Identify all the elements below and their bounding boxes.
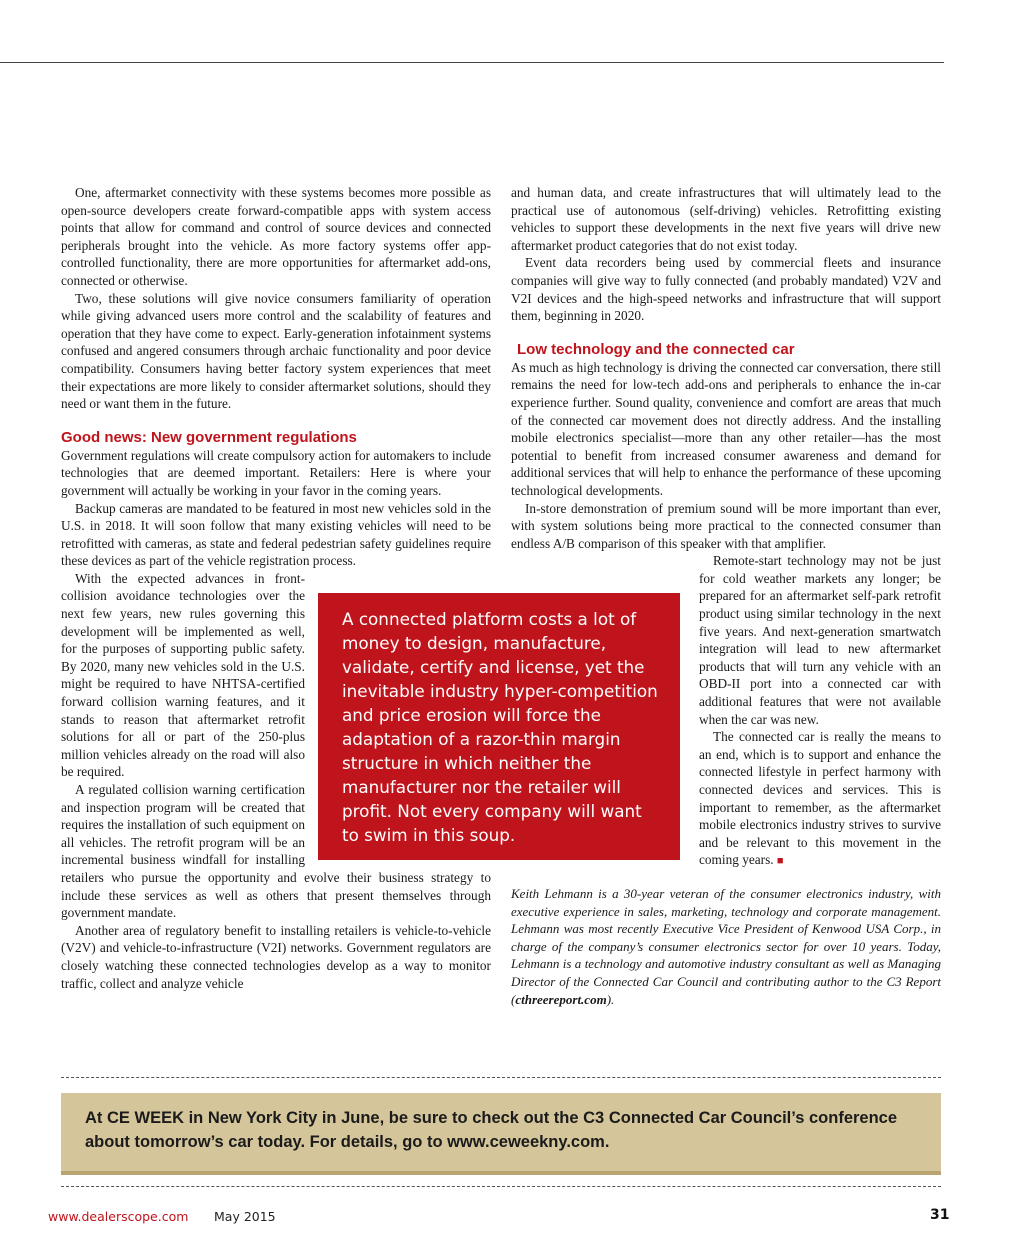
- author-bio: [511, 885, 941, 1008]
- bio-text: Keith Lehmann is a 30-year veteran of the consumer electronics industry, with executive experience in sales, marketing, technology and corporate management. Lehmann was most recently Executive Vice President of Kenwood USA Corp., in charge of the company’s consumer electronics sector for over 10 years. Today, Lehmann is a technology and automotive industry consultant as well as Managing Director of the Connected Car Council and contributing author to the C3 Report (: [511, 885, 941, 1007]
- bio-link[interactable]: cthreereport.com: [515, 991, 607, 1007]
- body-paragraph: Another area of regulatory benefit to installing retailers is vehicle-to-vehicle (V2V) and vehicle-to-infrastructure (V2I) networks. Government regulators are closely watching these connected technologies develop as a way to monitor traffic, collect and analyze vehicle: [61, 922, 491, 991]
- body-paragraph: Government regulations will create compulsory action for automakers to include technologies that are deemed important. Retailers: Here is where your government will actually be working in your favor in the coming years.: [61, 447, 491, 498]
- section-heading-low-tech: Low technology and the connected car: [517, 340, 795, 358]
- body-paragraph: A regulated collision warning certification and inspection program will be created that requires the installation of such equipment on all vehicles. The retrofit program will be an incremental business windfall for installing retailers who pursue the opportunity and evolve their business strategy to include these services as well as others that present themselves through government mandate.: [61, 782, 491, 921]
- body-paragraph: Two, these solutions will give novice consumers familiarity of operation while giving advanced users more control and the scalability of features and operation that they have come to expect. Early-generation infotainment systems confused and angered consumers through archaic functionality and poor device compatibility. Consumers having better factory system experiences that meet their expectations are more likely to consider aftermarket solutions, should they need or want them in the future.: [61, 290, 491, 412]
- body-paragraph: As much as high technology is driving the connected car conversation, there still remains the need for low-tech add-ons and peripherals to enhance the in-car experience further. Sound quality, convenience and comfort are areas that much of the connected car movement does not directly address. And the installing mobile electronics specialist—more than any other retailer—has the most potential to benefit from increased consumer awareness and demand for additional services that will help to enhance the performance of these upcoming technological developments.: [511, 359, 941, 498]
- body-paragraph: Event data recorders being used by commercial fleets and insurance companies will give way to fully connected (and probably mandated) V2V and V2I devices and the high-speed networks and infrastructure that will support them, beginning in 2020.: [511, 255, 941, 324]
- body-paragraph: One, aftermarket connectivity with these systems becomes more possible as open-source developers create forward-compatible apps with system access points that allow for command and control of source devices and connected peripherals brought into the vehicle. As more factory systems offer app-controlled functionality, there are more opportunities for aftermarket add-ons, connected or otherwise.: [61, 185, 491, 288]
- pull-quote: A connected platform costs a lot of money to design, manufacture, validate, certify and license, yet the inevitable industry hyper-competition and price erosion will force the adaptation of a razor-thin margin structure in which neither the manufacturer nor the retailer will profit. Not every company will want to swim in this soup.: [318, 593, 680, 860]
- section-heading-government: Good news: New government regulations: [61, 428, 357, 446]
- body-paragraph: In-store demonstration of premium sound will be more important than ever, with system solutions being more practical to the connected consumer than endless A/B comparison of this speaker with that amplifier.: [511, 500, 941, 551]
- dashed-divider-bottom: [61, 1186, 941, 1187]
- dashed-divider-top: [61, 1077, 941, 1078]
- body-paragraph: With the expected advances in front-collision avoidance technologies over the next few years, new rules governing this development will be implemented as well, for the purposes of supporting public safety. By 2020, many new vehicles sold in the U.S. might be required to have NHTSA-certified forward collision warning features, and it stands to reason that aftermarket retrofit solutions for all or part of the 250-plus million vehicles already on the road will also be required.: [61, 570, 305, 780]
- promo-box: At CE WEEK in New York City in June, be sure to check out the C3 Connected Car Council’s conference about tomorrow’s car today. For details, go to www.ceweekny.com.: [61, 1093, 941, 1175]
- footer-date: May 2015: [214, 1209, 276, 1224]
- bio-end: ).: [606, 991, 615, 1007]
- footer-url[interactable]: www.dealerscope.com: [48, 1209, 189, 1224]
- body-paragraph: Backup cameras are mandated to be featured in most new vehicles sold in the U.S. in 2018. It will soon follow that many existing vehicles will need to be retrofitted with cameras, as state and federal pedestrian safety guidelines require these devices as part of the vehicle registration process.: [61, 500, 491, 569]
- top-rule: [0, 62, 944, 63]
- end-mark: ■: [776, 855, 784, 868]
- page-number: 31: [930, 1207, 950, 1223]
- body-paragraph: Remote-start technology may not be just for cold weather markets any longer; be prepared for an aftermarket self-park retrofit product using similar technology in the next five years. And next-generation smartwatch integration will lead to new aftermarket products that will turn any vehicle with an OBD-II port into a connected car with additional features that were not available when the car was new.: [699, 553, 941, 727]
- left-column: [61, 184, 491, 992]
- body-paragraph: and human data, and create infrastructures that will ultimately lead to the practical use of autonomous (self-driving) vehicles. Retrofitting existing vehicles to support these developments in the next five years will drive new aftermarket product categories that do not exist today.: [511, 185, 941, 253]
- body-text: The connected car is really the means to an end, which is to support and enhance the connected lifestyle in perfect harmony with connected devices and services. This is important to remember, as the aftermarket mobile electronics industry strives to survive and be relevant to this movement in the coming years.: [699, 729, 941, 868]
